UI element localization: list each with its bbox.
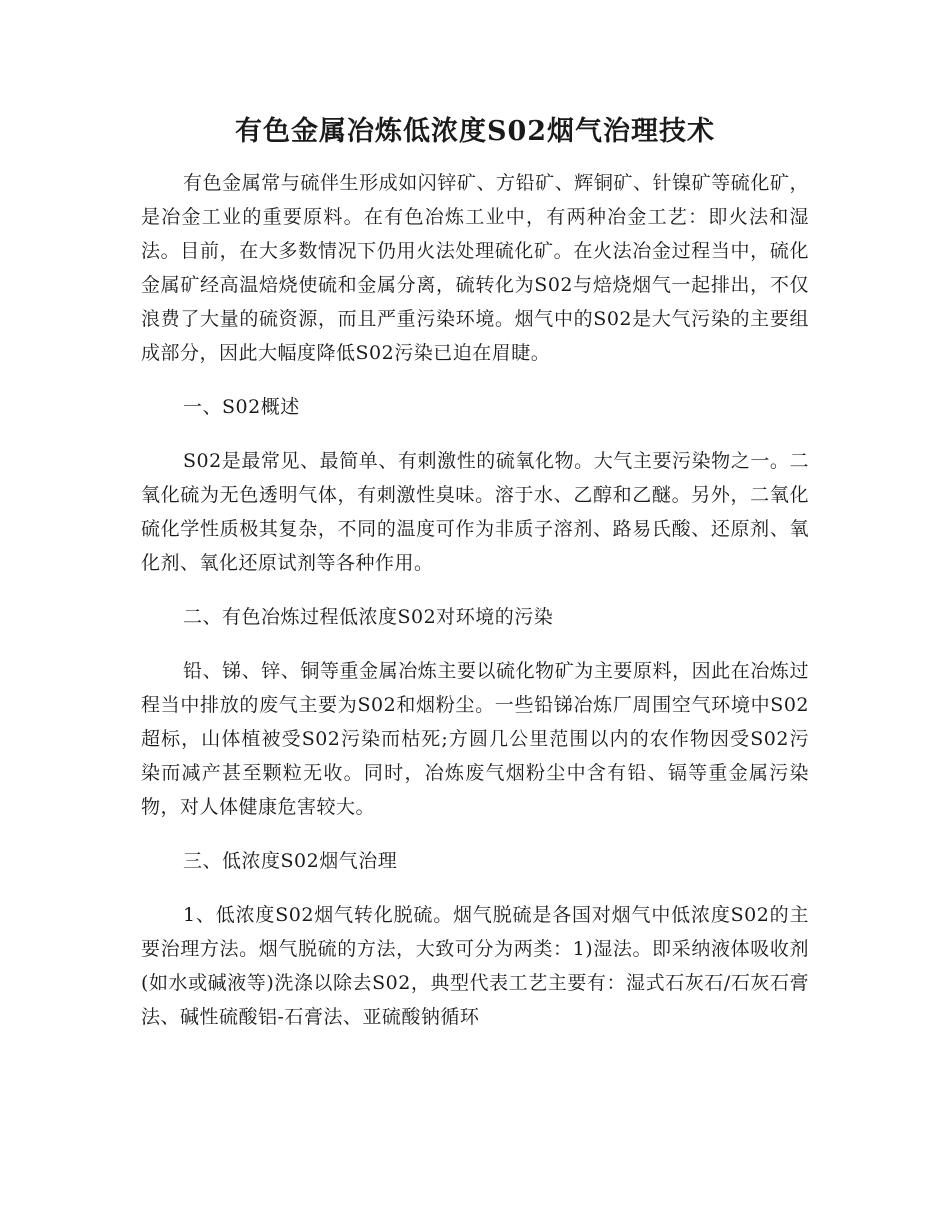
- document-title: 有色金属冶炼低浓度S02烟气治理技术: [234, 116, 716, 147]
- section-heading-overview: 一、S02概述: [183, 396, 300, 418]
- paragraph-treatment: 1、低浓度S02烟气转化脱硫。烟气脱硫是各国对烟气中低浓度S02的主要治理方法。烟气脱硫的方法，大致可分为两类：1)湿法。即采纳液体吸收剂(如水或碱液等)洗涤以除去S02，典型代表工艺主要有：湿式石灰石/石灰石膏法、碱性硫酸铝-石膏法、亚硫酸钠循环: [141, 904, 809, 1028]
- section-heading-treatment: 三、低浓度S02烟气治理: [183, 850, 398, 872]
- section-heading-pollution: 二、有色冶炼过程低浓度S02对环境的污染: [183, 606, 554, 628]
- paragraph-intro: 有色金属常与硫伴生形成如闪锌矿、方铅矿、辉铜矿、针镍矿等硫化矿，是冶金工业的重要原料。在有色冶炼工业中，有两种冶金工艺：即火法和湿法。目前，在大多数情况下仍用火法处理硫化矿。在火法冶金过程当中，硫化金属矿经高温焙烧使硫和金属分离，硫转化为S02与焙烧烟气一起排出，不仅浪费了大量的硫资源，而且严重污染环境。烟气中的S02是大气污染的主要组成部分，因此大幅度降低S02污染已迫在眉睫。: [141, 172, 809, 364]
- paragraph-overview: S02是最常见、最简单、有刺激性的硫氧化物。大气主要污染物之一。二氧化硫为无色透明气体，有刺激性臭味。溶于水、乙醇和乙醚。另外，二氧化硫化学性质极其复杂，不同的温度可作为非质子溶剂、路易氏酸、还原剂、氧化剂、氧化还原试剂等各种作用。: [141, 450, 809, 574]
- paragraph-pollution: 铅、锑、锌、铜等重金属冶炼主要以硫化物矿为主要原料，因此在冶炼过程当中排放的废气主要为S02和烟粉尘。一些铅锑冶炼厂周围空气环境中S02超标，山体植被受S02污染而枯死;方圆几公里范围以内的农作物因受S02污染而减产甚至颗粒无收。同时，冶炼废气烟粉尘中含有铅、镉等重金属污染物，对人体健康危害较大。: [141, 660, 809, 818]
- document-body: [141, 166, 809, 1054]
